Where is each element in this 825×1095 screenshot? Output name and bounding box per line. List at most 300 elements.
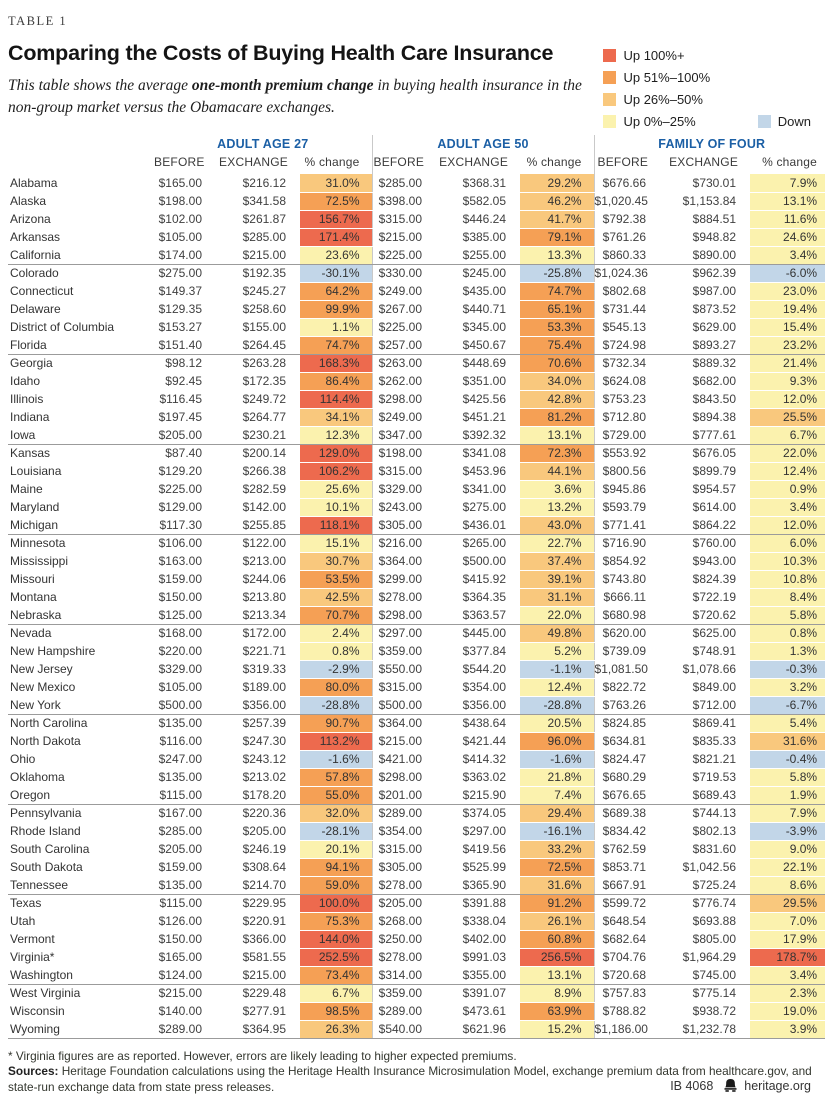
amount-cell: $704.76 [594, 948, 660, 966]
table-row [8, 606, 825, 624]
pct-change-cell: 8.4% [750, 588, 825, 606]
pct-change-cell: 12.0% [750, 390, 825, 408]
amount-cell: $680.98 [594, 606, 660, 624]
amount-cell: $500.00 [372, 696, 436, 714]
pct-change-cell: 20.5% [520, 714, 594, 732]
amount-cell: $760.00 [660, 534, 750, 552]
amount-cell: $991.03 [436, 948, 520, 966]
pct-change-cell: 17.9% [750, 930, 825, 948]
pct-change-cell: 79.1% [520, 228, 594, 246]
amount-cell: $221.71 [216, 642, 300, 660]
amount-cell: $894.38 [660, 408, 750, 426]
pct-change-cell: 70.7% [300, 606, 372, 624]
pct-change-cell: 13.3% [520, 246, 594, 264]
pct-change-cell: 0.8% [750, 624, 825, 642]
amount-cell: $225.00 [372, 246, 436, 264]
amount-cell: $220.36 [216, 804, 300, 822]
pct-change-cell: 30.7% [300, 552, 372, 570]
amount-cell: $315.00 [372, 462, 436, 480]
amount-cell: $105.00 [154, 228, 216, 246]
amount-cell: $245.00 [436, 264, 520, 282]
pct-change-cell: 34.0% [520, 372, 594, 390]
amount-cell: $391.07 [436, 984, 520, 1002]
pct-change-cell: 57.8% [300, 768, 372, 786]
pct-change-cell: 7.9% [750, 804, 825, 822]
pct-change-cell: -28.8% [300, 696, 372, 714]
pct-change-cell: 5.2% [520, 642, 594, 660]
amount-cell: $165.00 [154, 174, 216, 192]
amount-cell: $289.00 [372, 804, 436, 822]
amount-cell: $802.13 [660, 822, 750, 840]
pct-change-cell: 12.3% [300, 426, 372, 444]
amount-cell: $731.44 [594, 300, 660, 318]
state-name-cell: Iowa [8, 426, 154, 444]
table-row [8, 390, 825, 408]
amount-cell: $351.00 [436, 372, 520, 390]
amount-cell: $712.00 [660, 696, 750, 714]
amount-cell: $945.86 [594, 480, 660, 498]
amount-cell: $213.02 [216, 768, 300, 786]
pct-change-cell: 33.2% [520, 840, 594, 858]
amount-cell: $621.96 [436, 1020, 520, 1038]
amount-cell: $776.74 [660, 894, 750, 912]
amount-cell: $763.26 [594, 696, 660, 714]
amount-cell: $285.00 [216, 228, 300, 246]
amount-cell: $689.43 [660, 786, 750, 804]
amount-cell: $129.00 [154, 498, 216, 516]
table-row [8, 354, 825, 372]
amount-cell: $155.00 [216, 318, 300, 336]
pct-change-cell: 6.7% [300, 984, 372, 1002]
state-name-cell: Idaho [8, 372, 154, 390]
pct-change-cell: 256.5% [520, 948, 594, 966]
state-name-cell: Missouri [8, 570, 154, 588]
pct-change-cell: 106.2% [300, 462, 372, 480]
amount-cell: $359.00 [372, 984, 436, 1002]
amount-cell: $582.05 [436, 192, 520, 210]
amount-cell: $268.00 [372, 912, 436, 930]
pct-change-cell: -0.3% [750, 660, 825, 678]
amount-cell: $391.88 [436, 894, 520, 912]
amount-cell: $135.00 [154, 768, 216, 786]
pct-change-cell: 13.1% [520, 966, 594, 984]
amount-cell: $860.33 [594, 246, 660, 264]
amount-cell: $243.12 [216, 750, 300, 768]
pct-change-cell: 3.6% [520, 480, 594, 498]
amount-cell: $106.00 [154, 534, 216, 552]
amount-cell: $215.00 [154, 984, 216, 1002]
amount-cell: $854.92 [594, 552, 660, 570]
amount-cell: $341.00 [436, 480, 520, 498]
amount-cell: $451.21 [436, 408, 520, 426]
legend-swatch-up0-icon [603, 115, 616, 128]
amount-cell: $525.99 [436, 858, 520, 876]
amount-cell: $215.90 [436, 786, 520, 804]
table-header [8, 135, 825, 174]
amount-cell: $802.68 [594, 282, 660, 300]
amount-cell: $265.00 [436, 534, 520, 552]
pct-change-cell: 31.6% [520, 876, 594, 894]
amount-cell: $402.00 [436, 930, 520, 948]
state-name-cell: Connecticut [8, 282, 154, 300]
pct-change-cell: 8.9% [520, 984, 594, 1002]
amount-cell: $757.83 [594, 984, 660, 1002]
amount-cell: $315.00 [372, 210, 436, 228]
state-name-cell: Arizona [8, 210, 154, 228]
amount-cell: $115.00 [154, 894, 216, 912]
col-before: BEFORE [594, 154, 660, 174]
heritage-url: heritage.org [744, 1078, 811, 1095]
table-row [8, 264, 825, 282]
state-name-cell: California [8, 246, 154, 264]
amount-cell: $230.21 [216, 426, 300, 444]
pct-change-cell: 7.4% [520, 786, 594, 804]
amount-cell: $135.00 [154, 714, 216, 732]
page-title: Comparing the Costs of Buying Health Care Insurance [8, 41, 817, 66]
state-name-cell: Oregon [8, 786, 154, 804]
amount-cell: $297.00 [372, 624, 436, 642]
amount-cell: $436.01 [436, 516, 520, 534]
state-name-cell: Utah [8, 912, 154, 930]
state-name-cell: Rhode Island [8, 822, 154, 840]
amount-cell: $864.22 [660, 516, 750, 534]
amount-cell: $581.55 [216, 948, 300, 966]
amount-cell: $151.40 [154, 336, 216, 354]
amount-cell: $135.00 [154, 876, 216, 894]
table-row [8, 840, 825, 858]
amount-cell: $440.71 [436, 300, 520, 318]
amount-cell: $745.00 [660, 966, 750, 984]
amount-cell: $593.79 [594, 498, 660, 516]
amount-cell: $599.72 [594, 894, 660, 912]
amount-cell: $620.00 [594, 624, 660, 642]
pct-change-cell: 25.6% [300, 480, 372, 498]
state-name-cell: Montana [8, 588, 154, 606]
amount-cell: $365.90 [436, 876, 520, 894]
pct-change-cell: 72.3% [520, 444, 594, 462]
amount-cell: $849.00 [660, 678, 750, 696]
pct-change-cell: 9.3% [750, 372, 825, 390]
pct-change-cell: 34.1% [300, 408, 372, 426]
state-name-cell: Alabama [8, 174, 154, 192]
amount-cell: $893.27 [660, 336, 750, 354]
state-name-cell: Ohio [8, 750, 154, 768]
amount-cell: $421.00 [372, 750, 436, 768]
amount-cell: $159.00 [154, 570, 216, 588]
amount-cell: $354.00 [372, 822, 436, 840]
amount-cell: $174.00 [154, 246, 216, 264]
table-row [8, 732, 825, 750]
pct-change-cell: 26.3% [300, 1020, 372, 1038]
state-column-header [8, 135, 154, 154]
pct-change-cell: 81.2% [520, 408, 594, 426]
state-name-cell: Colorado [8, 264, 154, 282]
legend-label: Down [778, 114, 811, 129]
state-name-cell: North Dakota [8, 732, 154, 750]
table-row [8, 480, 825, 498]
table-row [8, 408, 825, 426]
amount-cell: $192.35 [216, 264, 300, 282]
table-row [8, 714, 825, 732]
state-column-subheader [8, 154, 154, 174]
amount-cell: $720.62 [660, 606, 750, 624]
amount-cell: $822.72 [594, 678, 660, 696]
amount-cell: $730.01 [660, 174, 750, 192]
amount-cell: $676.66 [594, 174, 660, 192]
pct-change-cell: 171.4% [300, 228, 372, 246]
pct-change-cell: -3.9% [750, 822, 825, 840]
amount-cell: $216.00 [372, 534, 436, 552]
pct-change-cell: 3.2% [750, 678, 825, 696]
table-row [8, 228, 825, 246]
pct-change-cell: -1.1% [520, 660, 594, 678]
amount-cell: $246.19 [216, 840, 300, 858]
table-row [8, 498, 825, 516]
amount-cell: $214.70 [216, 876, 300, 894]
amount-cell: $987.00 [660, 282, 750, 300]
state-name-cell: Florida [8, 336, 154, 354]
pct-change-cell: 15.4% [750, 318, 825, 336]
amount-cell: $890.00 [660, 246, 750, 264]
table-row [8, 984, 825, 1002]
state-name-cell: South Dakota [8, 858, 154, 876]
amount-cell: $197.45 [154, 408, 216, 426]
amount-cell: $425.56 [436, 390, 520, 408]
pct-change-cell: 5.4% [750, 714, 825, 732]
amount-cell: $116.00 [154, 732, 216, 750]
legend-label: Up 0%–25% [623, 114, 695, 129]
table-body [8, 174, 825, 1038]
amount-cell: $719.53 [660, 768, 750, 786]
table-row [8, 372, 825, 390]
state-name-cell: District of Columbia [8, 318, 154, 336]
table-row [8, 768, 825, 786]
amount-cell: $1,020.45 [594, 192, 660, 210]
amount-cell: $341.08 [436, 444, 520, 462]
amount-cell: $473.61 [436, 1002, 520, 1020]
pct-change-cell: 3.4% [750, 966, 825, 984]
pct-change-cell: -16.1% [520, 822, 594, 840]
pct-change-cell: 10.1% [300, 498, 372, 516]
amount-cell: $788.82 [594, 1002, 660, 1020]
amount-cell: $364.35 [436, 588, 520, 606]
amount-cell: $315.00 [372, 840, 436, 858]
amount-cell: $824.47 [594, 750, 660, 768]
pct-change-cell: 25.5% [750, 408, 825, 426]
amount-cell: $213.80 [216, 588, 300, 606]
amount-cell: $153.27 [154, 318, 216, 336]
amount-cell: $255.85 [216, 516, 300, 534]
amount-cell: $682.64 [594, 930, 660, 948]
amount-cell: $167.00 [154, 804, 216, 822]
amount-cell: $356.00 [216, 696, 300, 714]
amount-cell: $220.00 [154, 642, 216, 660]
amount-cell: $676.65 [594, 786, 660, 804]
amount-cell: $229.95 [216, 894, 300, 912]
state-name-cell: Texas [8, 894, 154, 912]
table-row [8, 912, 825, 930]
table-row [8, 1002, 825, 1020]
amount-cell: $289.00 [372, 1002, 436, 1020]
premium-comparison-table [8, 135, 825, 1039]
pct-change-cell: 13.2% [520, 498, 594, 516]
amount-cell: $446.24 [436, 210, 520, 228]
amount-cell: $625.00 [660, 624, 750, 642]
pct-change-cell: -6.7% [750, 696, 825, 714]
table-row [8, 318, 825, 336]
amount-cell: $1,024.36 [594, 264, 660, 282]
table-row [8, 570, 825, 588]
state-name-cell: Nevada [8, 624, 154, 642]
pct-change-cell: 10.3% [750, 552, 825, 570]
state-name-cell: Pennsylvania [8, 804, 154, 822]
amount-cell: $762.59 [594, 840, 660, 858]
amount-cell: $614.00 [660, 498, 750, 516]
amount-cell: $421.44 [436, 732, 520, 750]
amount-cell: $550.00 [372, 660, 436, 678]
amount-cell: $869.41 [660, 714, 750, 732]
amount-cell: $748.91 [660, 642, 750, 660]
col-exchange: EXCHANGE [436, 154, 520, 174]
state-name-cell: Michigan [8, 516, 154, 534]
amount-cell: $201.00 [372, 786, 436, 804]
pct-change-cell: 13.1% [750, 192, 825, 210]
amount-cell: $298.00 [372, 606, 436, 624]
amount-cell: $314.00 [372, 966, 436, 984]
table-row [8, 642, 825, 660]
amount-cell: $805.00 [660, 930, 750, 948]
legend-label: Up 51%–100% [623, 70, 710, 85]
amount-cell: $243.00 [372, 498, 436, 516]
amount-cell: $225.00 [154, 480, 216, 498]
amount-cell: $205.00 [154, 426, 216, 444]
amount-cell: $129.20 [154, 462, 216, 480]
pct-change-cell: 43.0% [520, 516, 594, 534]
pct-change-cell: 13.1% [520, 426, 594, 444]
amount-cell: $834.42 [594, 822, 660, 840]
state-name-cell: Georgia [8, 354, 154, 372]
amount-cell: $319.33 [216, 660, 300, 678]
table-row [8, 210, 825, 228]
pct-change-cell: 46.2% [520, 192, 594, 210]
amount-cell: $771.41 [594, 516, 660, 534]
amount-cell: $438.64 [436, 714, 520, 732]
pct-change-cell: 7.0% [750, 912, 825, 930]
amount-cell: $354.00 [436, 678, 520, 696]
table-row [8, 876, 825, 894]
pct-change-cell: 168.3% [300, 354, 372, 372]
legend-label: Up 100%+ [623, 48, 684, 63]
state-name-cell: Arkansas [8, 228, 154, 246]
pct-change-cell: 53.5% [300, 570, 372, 588]
amount-cell: $247.00 [154, 750, 216, 768]
amount-cell: $724.98 [594, 336, 660, 354]
amount-cell: $364.95 [216, 1020, 300, 1038]
issue-number: IB 4068 [670, 1078, 713, 1095]
amount-cell: $277.91 [216, 1002, 300, 1020]
amount-cell: $262.00 [372, 372, 436, 390]
pct-change-cell: 21.8% [520, 768, 594, 786]
amount-cell: $1,964.29 [660, 948, 750, 966]
legend-item [603, 48, 811, 62]
amount-cell: $385.00 [436, 228, 520, 246]
amount-cell: $831.60 [660, 840, 750, 858]
state-name-cell: New Hampshire [8, 642, 154, 660]
pct-change-cell: 94.1% [300, 858, 372, 876]
pct-change-cell: 114.4% [300, 390, 372, 408]
amount-cell: $189.00 [216, 678, 300, 696]
pct-change-cell: 10.8% [750, 570, 825, 588]
pct-change-cell: 74.7% [300, 336, 372, 354]
pct-change-cell: 23.2% [750, 336, 825, 354]
amount-cell: $716.90 [594, 534, 660, 552]
amount-cell: $453.96 [436, 462, 520, 480]
pct-change-cell: 9.0% [750, 840, 825, 858]
pct-change-cell: 6.7% [750, 426, 825, 444]
amount-cell: $200.14 [216, 444, 300, 462]
state-name-cell: Oklahoma [8, 768, 154, 786]
pct-change-cell: 129.0% [300, 444, 372, 462]
pct-change-cell: 156.7% [300, 210, 372, 228]
pct-change-cell: -30.1% [300, 264, 372, 282]
pct-change-cell: 1.3% [750, 642, 825, 660]
pct-change-cell: 19.4% [750, 300, 825, 318]
amount-cell: $725.24 [660, 876, 750, 894]
pct-change-cell: 31.1% [520, 588, 594, 606]
amount-cell: $962.39 [660, 264, 750, 282]
pct-change-cell: 72.5% [300, 192, 372, 210]
subtitle-pre: This table shows the average [8, 77, 192, 94]
table-row [8, 462, 825, 480]
table-row [8, 444, 825, 462]
amount-cell: $948.82 [660, 228, 750, 246]
group-header-family: FAMILY OF FOUR [594, 135, 825, 154]
pct-change-cell: 19.0% [750, 1002, 825, 1020]
pct-change-cell: 113.2% [300, 732, 372, 750]
pct-change-cell: 100.0% [300, 894, 372, 912]
pct-change-cell: 252.5% [300, 948, 372, 966]
state-name-cell: Maryland [8, 498, 154, 516]
amount-cell: $305.00 [372, 858, 436, 876]
amount-cell: $315.00 [372, 678, 436, 696]
amount-cell: $648.54 [594, 912, 660, 930]
pct-change-cell: 98.5% [300, 1002, 372, 1020]
pct-change-cell: 118.1% [300, 516, 372, 534]
pct-change-cell: 11.6% [750, 210, 825, 228]
pct-change-cell: 39.1% [520, 570, 594, 588]
amount-cell: $377.84 [436, 642, 520, 660]
amount-cell: $899.79 [660, 462, 750, 480]
col-pct-change: % change [750, 154, 825, 174]
amount-cell: $289.00 [154, 1020, 216, 1038]
pct-change-cell: 22.7% [520, 534, 594, 552]
subtitle [8, 75, 608, 119]
amount-cell: $172.00 [216, 624, 300, 642]
pct-change-cell: 21.4% [750, 354, 825, 372]
pct-change-cell: 1.9% [750, 786, 825, 804]
pct-change-cell: 70.6% [520, 354, 594, 372]
pct-change-cell: 15.1% [300, 534, 372, 552]
pct-change-cell: 60.8% [520, 930, 594, 948]
pct-change-cell: 22.0% [520, 606, 594, 624]
table-row [8, 624, 825, 642]
amount-cell: $297.00 [436, 822, 520, 840]
amount-cell: $338.04 [436, 912, 520, 930]
table-row [8, 804, 825, 822]
amount-cell: $163.00 [154, 552, 216, 570]
amount-cell: $732.34 [594, 354, 660, 372]
amount-cell: $445.00 [436, 624, 520, 642]
